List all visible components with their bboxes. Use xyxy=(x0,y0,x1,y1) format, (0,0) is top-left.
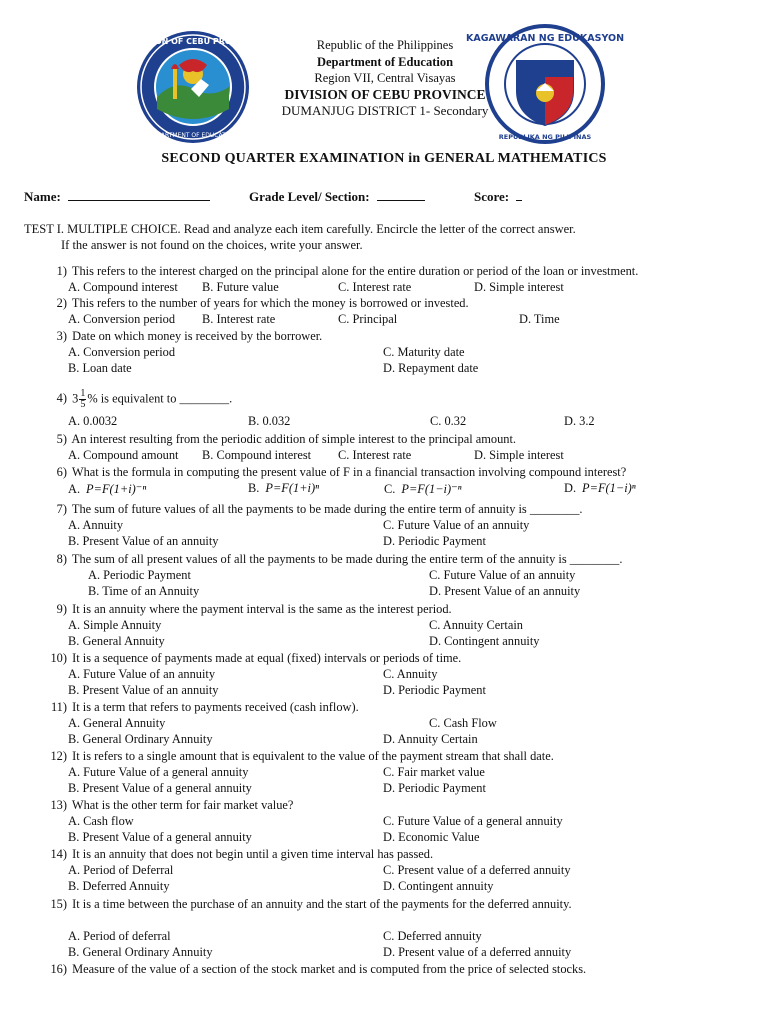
question-text: This refers to the number of years for which the money is borrowed or invested. xyxy=(71,296,469,310)
header-district: DUMANJUG DISTRICT 1- Secondary xyxy=(281,103,489,118)
choice-c-8[interactable]: C. Future Value of an annuity xyxy=(429,568,576,582)
choice-b-15[interactable]: B. General Ordinary Annuity xyxy=(68,945,213,959)
formula: P=F(1−i)⁻ⁿ xyxy=(401,482,462,496)
choice-c-4[interactable]: C. 0.32 xyxy=(430,414,467,428)
choice-d-11[interactable]: D. Annuity Certain xyxy=(383,732,478,746)
test-directions-line2: If the answer is not found on the choices, write your answer. xyxy=(61,237,363,252)
choice-c-1[interactable]: C. Interest rate xyxy=(338,280,412,294)
fraction-denominator: 5 xyxy=(80,399,86,410)
choice-d-3[interactable]: D. Repayment date xyxy=(383,361,479,375)
score-label: Score: xyxy=(474,189,510,204)
question-number: 5) xyxy=(56,432,67,446)
question-number: 13) xyxy=(50,798,67,812)
choice-b-13[interactable]: B. Present Value of a general annuity xyxy=(68,830,252,844)
choice-c-2[interactable]: C. Principal xyxy=(338,312,398,326)
question-number: 16) xyxy=(50,962,67,976)
question-text: Date on which money is received by the borrower. xyxy=(72,329,323,343)
question-number: 10) xyxy=(50,651,67,665)
question-text: It is a sequence of payments made at equal (fixed) intervals or periods of time. xyxy=(72,651,462,665)
choice-a-9[interactable]: A. Simple Annuity xyxy=(68,618,162,632)
question-text: The sum of all present values of all the payments to be made during the entire term of the annuity is ________. xyxy=(71,552,623,566)
header-region: Region VII, Central Visayas xyxy=(314,71,456,85)
choice-b-5[interactable]: B. Compound interest xyxy=(202,448,312,462)
choice-letter: C. xyxy=(384,482,396,496)
formula: P=F(1+i)⁻ⁿ xyxy=(86,482,147,496)
svg-text:REPUBLIKA NG PILIPINAS: REPUBLIKA NG PILIPINAS xyxy=(498,133,592,141)
grade-section-field[interactable] xyxy=(249,188,425,205)
choice-b-14[interactable]: B. Deferred Annuity xyxy=(68,879,170,893)
choice-a-10[interactable]: A. Future Value of an annuity xyxy=(68,667,216,681)
choice-d-2[interactable]: D. Time xyxy=(519,312,560,326)
choice-c-6[interactable] xyxy=(384,481,462,497)
question-1 xyxy=(45,264,638,279)
choice-b-8[interactable]: B. Time of an Annuity xyxy=(88,584,200,598)
choice-c-11[interactable]: C. Cash Flow xyxy=(429,716,497,730)
choice-c-5[interactable]: C. Interest rate xyxy=(338,448,412,462)
choice-a-3[interactable]: A. Conversion period xyxy=(68,345,176,359)
question-8 xyxy=(45,552,622,567)
question-number: 14) xyxy=(50,847,67,861)
choice-a-8[interactable]: A. Periodic Payment xyxy=(88,568,191,582)
question-text: It is an annuity where the payment interval is the same as the interest period. xyxy=(72,602,452,616)
svg-text:KAGAWARAN NG EDUKASYON: KAGAWARAN NG EDUKASYON xyxy=(465,33,625,44)
question-text: What is the formula in computing the present value of F in a financial transaction involving compound interest? xyxy=(71,465,627,479)
choice-d-8[interactable]: D. Present Value of an annuity xyxy=(429,584,581,598)
question-number: 9) xyxy=(56,602,67,616)
question-text: What is the other term for fair market value? xyxy=(71,798,294,812)
choice-d-7[interactable]: D. Periodic Payment xyxy=(383,534,486,548)
question-11 xyxy=(45,700,359,715)
choice-b-11[interactable]: B. General Ordinary Annuity xyxy=(68,732,213,746)
header-department: Department of Education xyxy=(316,54,454,69)
question-number: 3) xyxy=(56,329,67,343)
question-number: 12) xyxy=(50,749,67,763)
question-text: It is an annuity that does not begin until a given time interval has passed. xyxy=(72,847,434,861)
question-15 xyxy=(45,897,572,912)
choice-c-12[interactable]: C. Fair market value xyxy=(383,765,485,779)
svg-text:DEPARTMENT OF EDUCATION: DEPARTMENT OF EDUCATION xyxy=(149,132,237,139)
choice-b-7[interactable]: B. Present Value of an annuity xyxy=(68,534,219,548)
question-number: 1) xyxy=(56,264,67,278)
choice-a-7[interactable]: A. Annuity xyxy=(68,518,124,532)
choice-c-9[interactable]: C. Annuity Certain xyxy=(429,618,523,632)
grade-section-label: Grade Level/ Section: xyxy=(249,189,370,204)
choice-d-6[interactable] xyxy=(564,481,636,496)
choice-b-2[interactable]: B. Interest rate xyxy=(202,312,276,326)
cebu-province-seal-icon xyxy=(127,29,259,145)
choice-d-9[interactable]: D. Contingent annuity xyxy=(429,634,540,648)
question-number: 8) xyxy=(56,552,67,566)
formula: P=F(1−i)ⁿ xyxy=(582,481,636,495)
choice-letter: A. xyxy=(68,482,81,496)
choice-a-4[interactable]: A. 0.0032 xyxy=(68,414,118,428)
name-field[interactable] xyxy=(24,188,210,205)
fraction-numerator: 1 xyxy=(80,388,86,399)
question-text: The sum of future values of all the payments to be made during the entire term of annuity is ________. xyxy=(71,502,583,516)
question-13 xyxy=(45,798,293,813)
question-text: Measure of the value of a section of the stock market and is computed from the price of selected stocks. xyxy=(72,962,587,976)
header-republic: Republic of the Philippines xyxy=(316,38,454,52)
choice-b-12[interactable]: B. Present Value of a general annuity xyxy=(68,781,252,795)
choice-letter: D. xyxy=(564,481,577,495)
choice-c-13[interactable]: C. Future Value of a general annuity xyxy=(383,814,563,828)
grade-section-blank[interactable] xyxy=(377,188,425,201)
choice-b-4[interactable]: B. 0.032 xyxy=(248,414,291,428)
choice-letter: B. xyxy=(248,481,260,495)
question-text: It is a time between the purchase of an annuity and the start of the payments for the deferred annuity. xyxy=(72,897,572,911)
question-10 xyxy=(45,651,461,666)
question-3 xyxy=(45,329,322,344)
name-blank[interactable] xyxy=(68,188,210,201)
choice-a-5[interactable]: A. Compound amount xyxy=(68,448,179,462)
question-14 xyxy=(45,847,433,862)
choice-c-15[interactable]: C. Deferred annuity xyxy=(383,929,482,943)
choice-b-10[interactable]: B. Present Value of an annuity xyxy=(68,683,219,697)
choice-d-1[interactable]: D. Simple interest xyxy=(474,280,564,294)
choice-b-9[interactable]: B. General Annuity xyxy=(68,634,165,648)
question-number: 15) xyxy=(50,897,67,911)
formula: P=F(1+i)ⁿ xyxy=(265,481,320,495)
choice-a-11[interactable]: A. General Annuity xyxy=(68,716,166,730)
svg-text:DIVISION OF CEBU PROVINCE: DIVISION OF CEBU PROVINCE xyxy=(127,37,259,46)
choice-a-1[interactable]: A. Compound interest xyxy=(68,280,178,294)
test-directions-line1: TEST I. MULTIPLE CHOICE. Read and analyze each item carefully. Encircle the letter of the correct answer. xyxy=(24,222,576,236)
question-12 xyxy=(45,749,554,764)
choice-d-12[interactable]: D. Periodic Payment xyxy=(383,781,486,795)
score-field[interactable] xyxy=(474,188,522,205)
question-text-post: % is equivalent to ________. xyxy=(87,391,233,406)
test-directions xyxy=(24,222,744,253)
question-number: 6) xyxy=(56,465,67,479)
question-text: It is refers to a single amount that is equivalent to the value of the payment stream that shall date. xyxy=(72,749,554,763)
question-9 xyxy=(45,602,452,617)
choice-b-6[interactable] xyxy=(248,481,319,496)
choice-d-14[interactable]: D. Contingent annuity xyxy=(383,879,494,893)
choice-a-2[interactable]: A. Conversion period xyxy=(68,312,176,326)
question-text: 3 xyxy=(72,391,79,406)
choice-a-13[interactable]: A. Cash flow xyxy=(68,814,134,828)
choice-c-14[interactable]: C. Present value of a deferred annuity xyxy=(383,863,571,877)
choice-b-1[interactable]: B. Future value xyxy=(202,280,279,294)
name-label: Name: xyxy=(24,189,61,204)
question-16 xyxy=(45,962,586,977)
choice-d-15[interactable]: D. Present value of a deferred annuity xyxy=(383,945,572,959)
question-text: It is a term that refers to payments received (cash inflow). xyxy=(72,700,359,714)
question-number: 4) xyxy=(56,391,67,406)
header-division: DIVISION OF CEBU PROVINCE xyxy=(284,86,486,102)
question-number: 7) xyxy=(56,502,67,516)
choice-a-15[interactable]: A. Period of deferral xyxy=(68,929,171,943)
choice-a-12[interactable]: A. Future Value of a general annuity xyxy=(68,765,249,779)
choice-d-5[interactable]: D. Simple interest xyxy=(474,448,564,462)
question-4 xyxy=(45,389,232,410)
question-2 xyxy=(45,296,469,311)
choice-c-10[interactable]: C. Annuity xyxy=(383,667,438,681)
exam-title: SECOND QUARTER EXAMINATION in GENERAL MATHEMATICS xyxy=(161,151,607,166)
choice-c-7[interactable]: C. Future Value of an annuity xyxy=(383,518,530,532)
choice-c-3[interactable]: C. Maturity date xyxy=(383,345,465,359)
choice-a-6[interactable] xyxy=(68,481,146,497)
fraction xyxy=(79,389,86,410)
score-blank[interactable] xyxy=(516,188,522,201)
deped-seal-icon xyxy=(465,21,625,147)
question-number: 11) xyxy=(50,700,67,714)
question-text: An interest resulting from the periodic addition of simple interest to the principal amount. xyxy=(71,432,517,446)
choice-d-13[interactable]: D. Economic Value xyxy=(383,830,480,844)
question-7 xyxy=(45,502,583,517)
question-6 xyxy=(45,465,626,480)
choice-d-4[interactable]: D. 3.2 xyxy=(564,414,595,428)
choice-b-3[interactable]: B. Loan date xyxy=(68,361,132,375)
choice-a-14[interactable]: A. Period of Deferral xyxy=(68,863,174,877)
question-5 xyxy=(45,432,516,447)
question-text: This refers to the interest charged on the principal alone for the entire duration or period of the loan or investment. xyxy=(71,264,639,278)
question-number: 2) xyxy=(56,296,67,310)
choice-d-10[interactable]: D. Periodic Payment xyxy=(383,683,486,697)
